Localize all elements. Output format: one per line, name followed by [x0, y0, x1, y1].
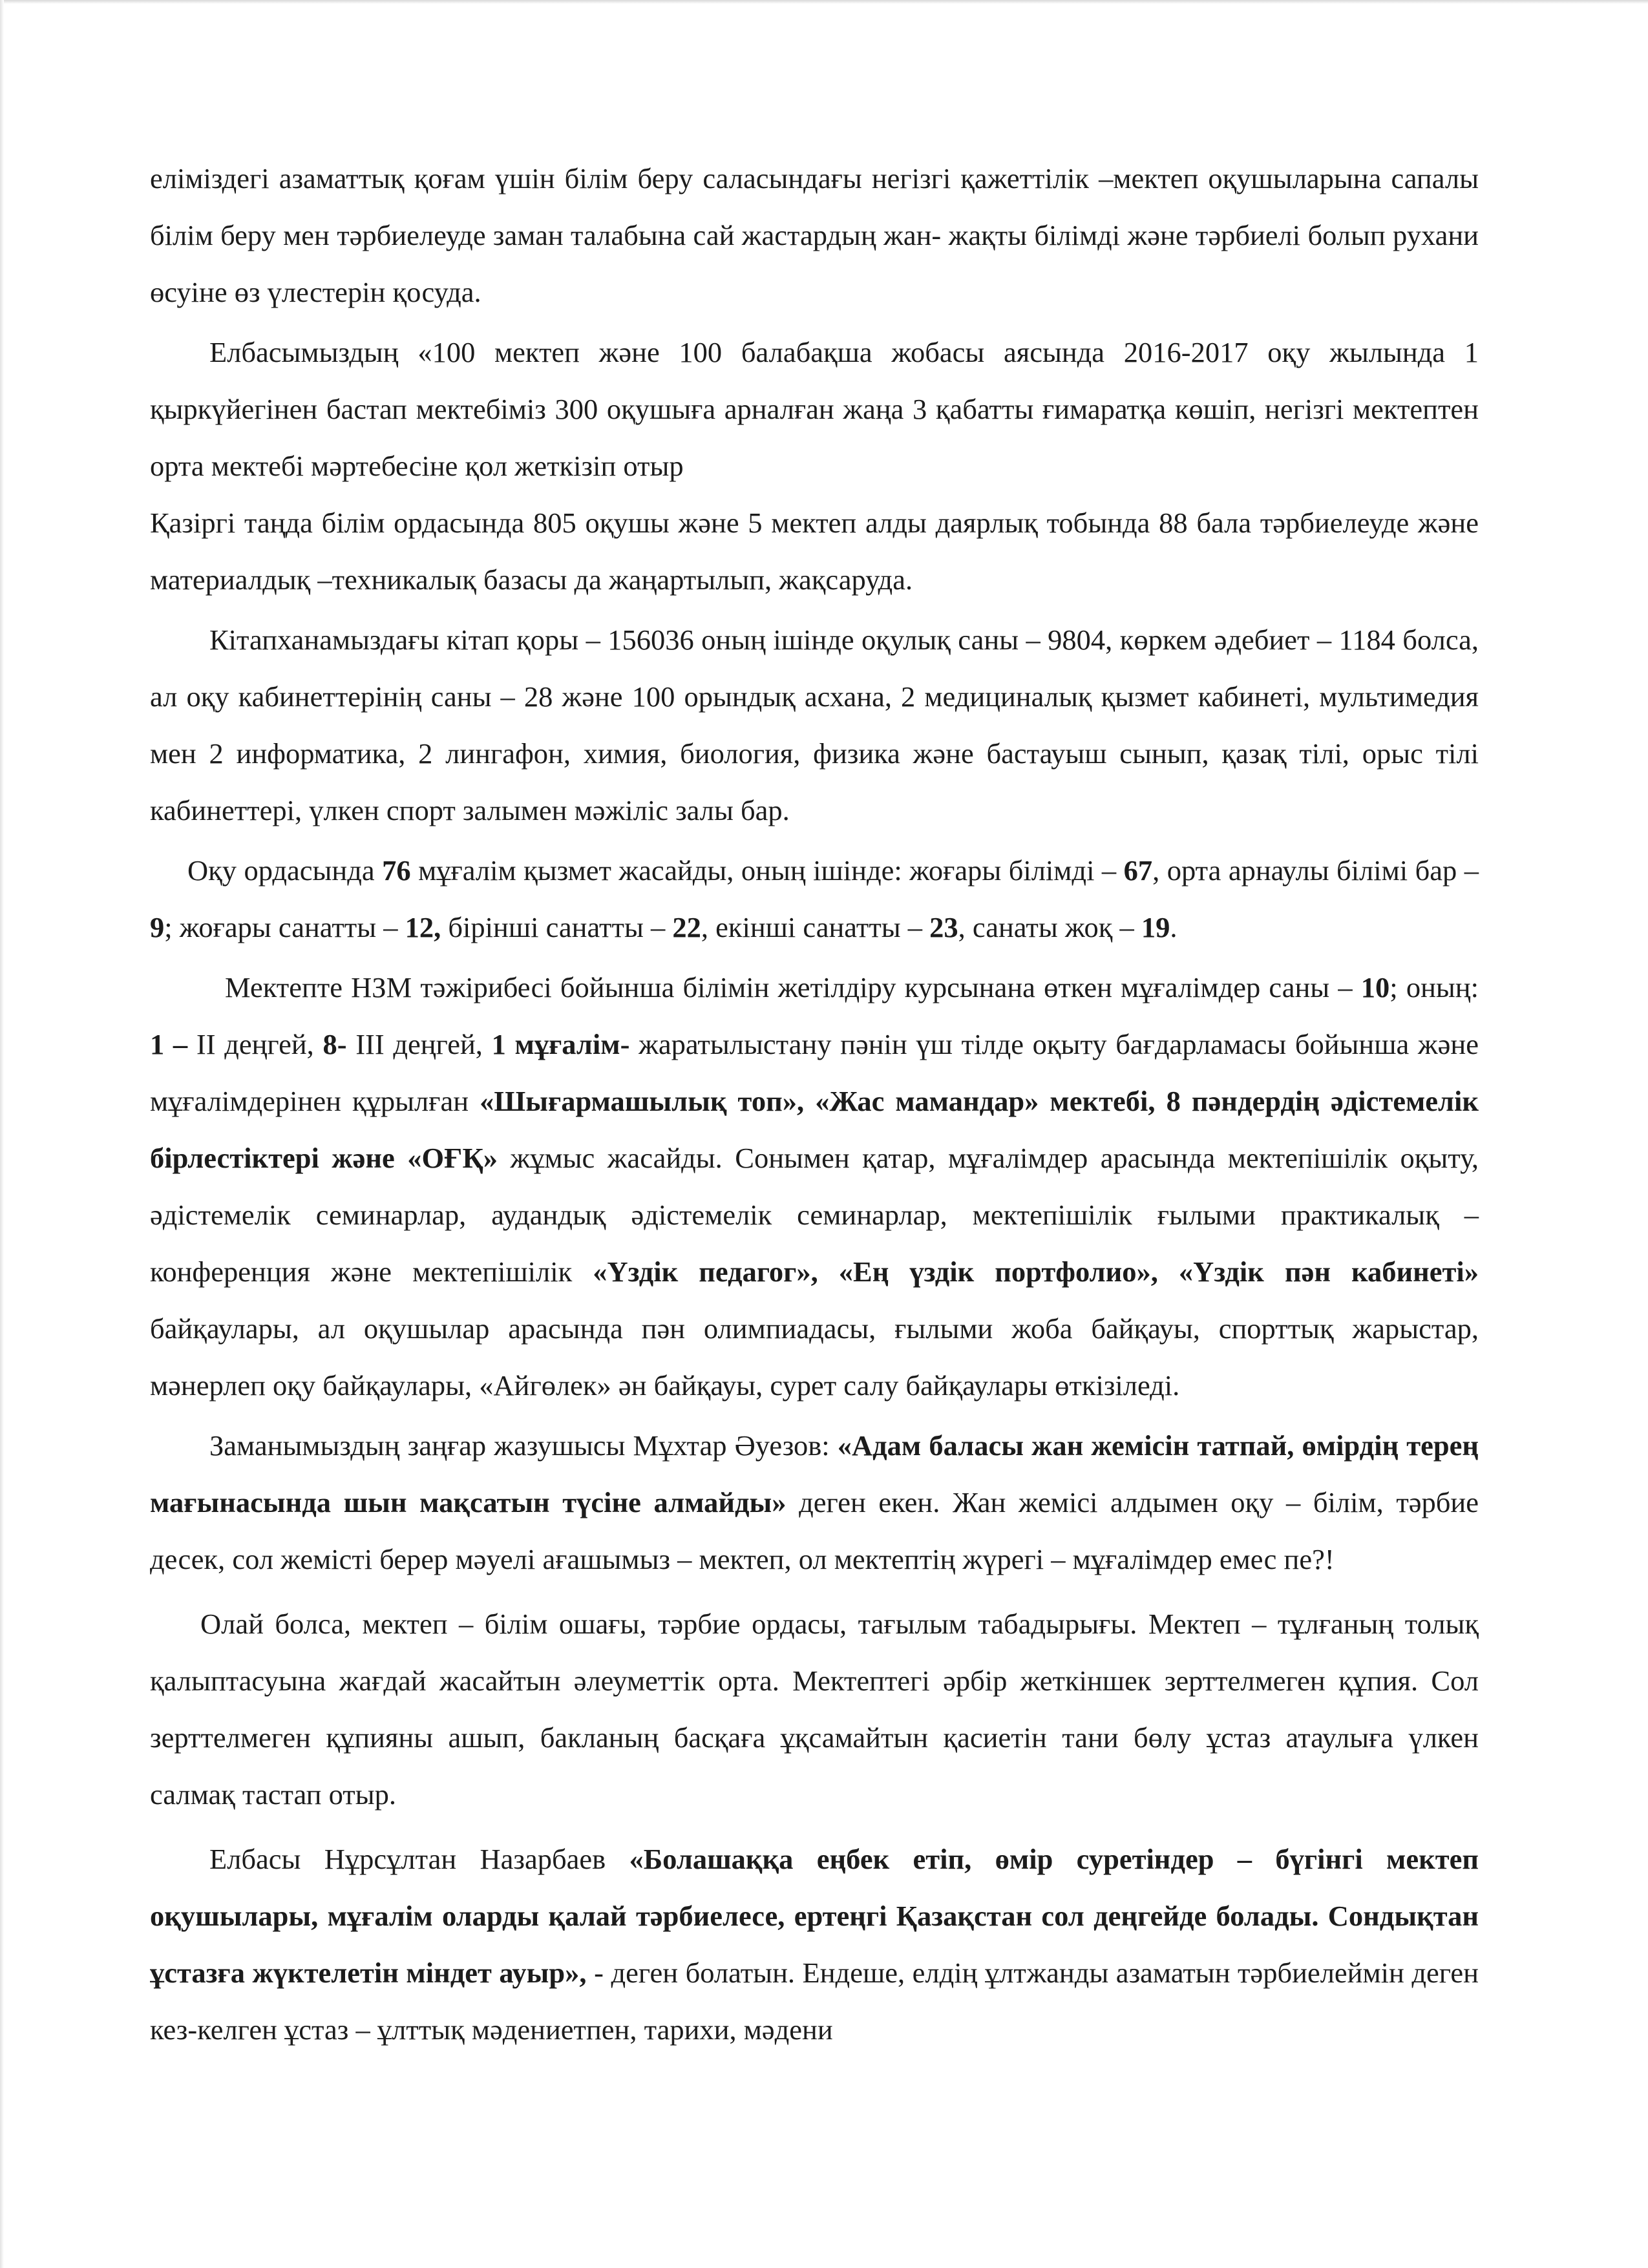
- paragraph-1: еліміздегі азаматтық қоғам үшін білім беру саласындағы негізгі қажеттілік –мектеп оқушыларына сапалы білім беру мен тәрбиелеуде заман талабына сай жастардың жан- жақты білімді және тәрбиелі болып рухани өсуіне өз үлестерін қосуда.: [150, 162, 1479, 308]
- paragraph-5: [150, 842, 1479, 956]
- p6-text: байқаулары, ал оқушылар арасында пән олимпиадасы, ғылыми жоба байқауы, спорттық жарыстар, мәнерлеп оқу байқаулары, «Айгөлек» ән байқауы, сурет салу байқаулары өткізіледі.: [150, 1312, 1479, 1402]
- p5-bold: 67: [1123, 854, 1153, 887]
- quote-auezov: «Адам баласы жан жемісін татпай, өмірдің терең мағынасында шын мақсатын түсіне алмайды»: [150, 1429, 1479, 1518]
- p5-text: , орта арнаулы білімі бар –: [1152, 854, 1479, 887]
- p5-text: бірінші санатты –: [441, 911, 673, 943]
- p6-bold: 8-: [322, 1028, 347, 1060]
- p7-text: Заманымыздың заңғар жазушысы Мұхтар Әуезов:: [209, 1429, 838, 1462]
- p9-text: - деген болатын. Ендеше, елдің ұлтжанды азаматын тәрбиелеймін деген кез-келген ұстаз – ұлттық мәдениетпен, тарихи, мәдени: [150, 1957, 1479, 2046]
- p6-text: II деңгей,: [187, 1028, 323, 1060]
- p5-bold: 22: [672, 911, 701, 943]
- p6-bold: 10: [1360, 971, 1390, 1003]
- p5-bold: 12,: [405, 911, 441, 943]
- p5-text: Оқу ордасында: [187, 854, 383, 887]
- p6-bold: «Шығармашылық топ», «Жас мамандар» мектебі, 8 пәндердің әдістемелік бірлестіктері және «ОҒҚ»: [150, 1085, 1479, 1174]
- paragraph-3: Қазіргі таңда білім ордасында 805 оқушы және 5 мектеп алды даярлық тобында 88 бала тәрбиелеуде және материалдық –техникалық базасы да жаңартылып, жақсаруда.: [150, 507, 1479, 596]
- quote-nazarbayev: «Болашаққа еңбек етіп, өмір суретіндер – бүгінгі мектеп оқушылары, мұғалім оларды қалай тәрбиелесе, ертеңгі Қазақстан сол деңгейде болады. Сондықтан ұстазға жүктелетін міндет ауыр»,: [150, 1843, 1479, 1989]
- p9-text: Елбасы Нұрсұлтан Назарбаев: [209, 1843, 629, 1875]
- paragraph-7: [150, 1417, 1479, 1588]
- scan-edge-left: [0, 0, 4, 2268]
- paragraph-9: [150, 1831, 1479, 2058]
- p6-bold: 1 мұғалім-: [491, 1028, 630, 1060]
- p5-text: , санаты жоқ –: [958, 911, 1141, 943]
- p5-bold: 9: [150, 911, 165, 943]
- p5-bold: 19: [1141, 911, 1170, 943]
- p5-text: , екінші санатты –: [701, 911, 930, 943]
- paragraph-6: [150, 959, 1479, 1414]
- document-body: [150, 150, 1479, 2058]
- p6-text: жаратылыстану пәнін үш тілде оқыту бағдарламасы бойынша және мұғалімдерінен құрылған: [150, 1028, 1479, 1117]
- p5-text: .: [1170, 911, 1178, 943]
- paragraph-2: Елбасымыздың «100 мектеп және 100 балабақша жобасы аясында 2016-2017 оқу жылында 1 қыркүйегінен бастап мектебіміз 300 оқушыға арналған жаңа 3 қабатты ғимаратқа көшіп, негізгі мектептен орта мектебі мәртебесіне қол жеткізіп отыр: [150, 336, 1479, 482]
- p6-bold: «Үздік педагог», «Ең үздік портфолио», «Үздік пән кабинеті»: [593, 1255, 1479, 1288]
- p6-bold: 1 –: [150, 1028, 188, 1060]
- p5-text: мұғалім қызмет жасайды, оның ішінде: жоғары білімді –: [410, 854, 1124, 887]
- p6-text: ; оның:: [1389, 971, 1479, 1003]
- p6-text: III деңгей,: [346, 1028, 492, 1060]
- p5-bold: 23: [929, 911, 958, 943]
- p5-text: ; жоғары санатты –: [164, 911, 405, 943]
- p7-text: деген екен. Жан жемісі алдымен оқу – білім, тәрбие десек, сол жемісті берер мәуелі ағашымыз – мектеп, ол мектептің жүрегі – мұғалімдер емес пе?!: [150, 1486, 1479, 1575]
- p6-text: Мектепте НЗМ тәжірибесі бойынша білімін жетілдіру курсынана өткен мұғалімдер саны –: [225, 971, 1361, 1003]
- p5-bold: 76: [382, 854, 411, 887]
- paragraph-4: Кітапханамыздағы кітап қоры – 156036 оның ішінде оқулық саны – 9804, көркем әдебиет – 1184 болса, ал оқу кабинеттерінің саны – 28 және 100 орындық асхана, 2 медициналық қызмет кабинеті, мультимедия мен 2 информатика, 2 лингафон, химия, биология, физика және бастауыш сынып, қазақ тілі, орыс тілі кабинеттері, үлкен спорт залымен мәжіліс залы бар.: [150, 624, 1479, 826]
- scan-edge-top: [0, 0, 1648, 4]
- paragraph-8: Олай болса, мектеп – білім ошағы, тәрбие ордасы, тағылым табадырығы. Мектеп – тұлғаның толық қалыптасуына жағдай жасайтын әлеуметтік орта. Мектептегі әрбір жеткіншек зерттелмеген құпия. Сол зерттелмеген құпияны ашып, бакланың басқаға ұқсамайтын қасиетін тани бөлу ұстаз атаулыға үлкен салмақ тастап отыр.: [150, 1608, 1479, 1811]
- p6-text: жұмыс жасайды. Сонымен қатар, мұғалімдер арасында мектепішілік оқыту, әдістемелік семинарлар, аудандық әдістемелік семинарлар, мектепішілік ғылыми практикалық – конференция және мектепішілік: [150, 1142, 1479, 1288]
